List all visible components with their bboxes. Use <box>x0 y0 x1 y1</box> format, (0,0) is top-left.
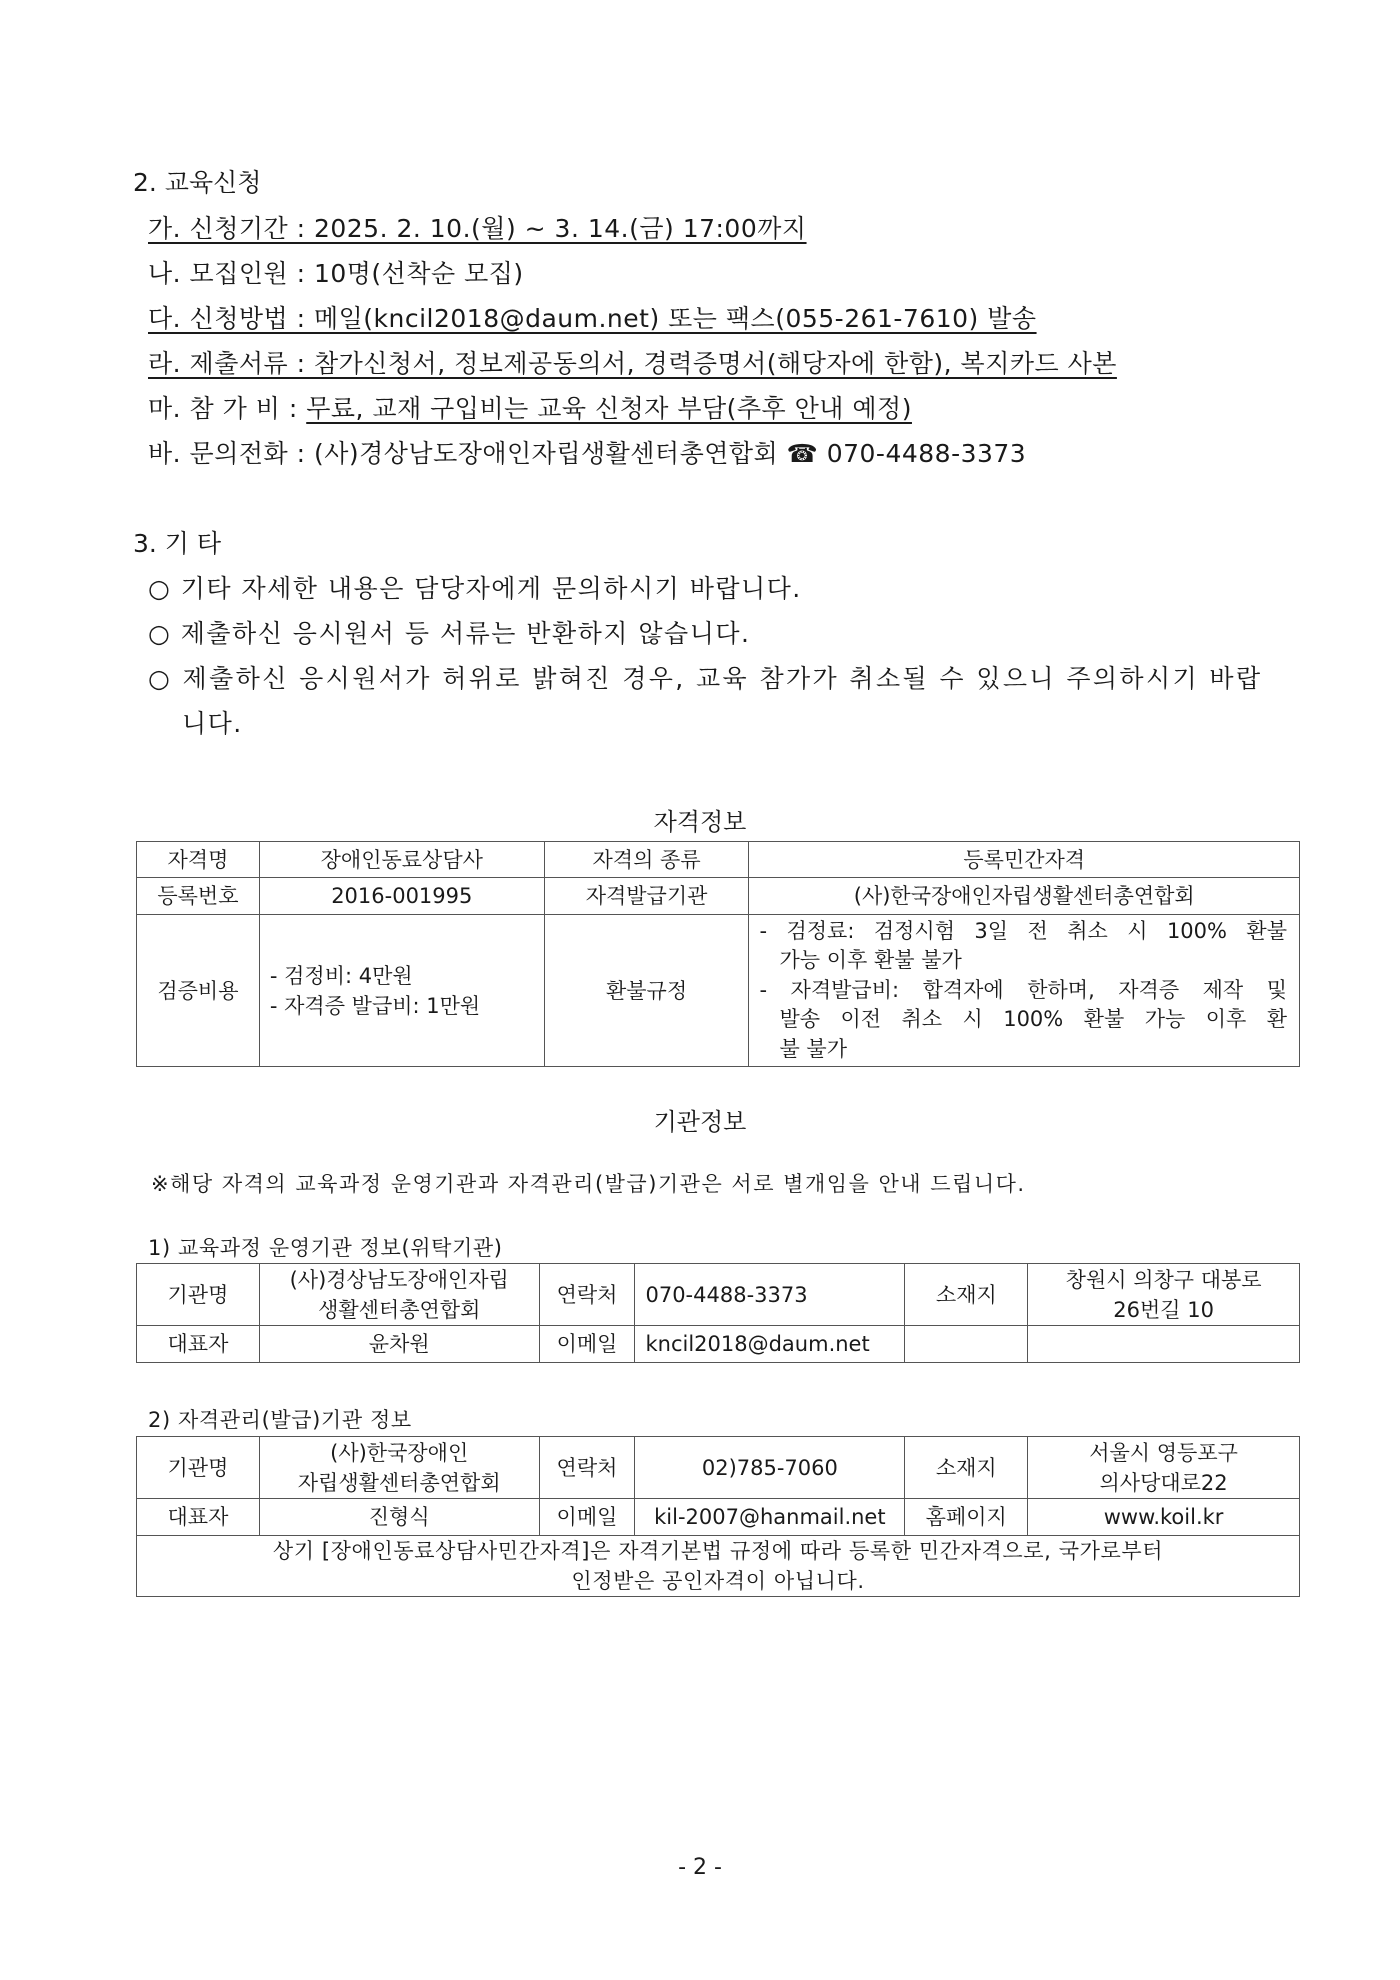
recruit-count: 나. 모집인원 : 10명(선착순 모집) <box>148 259 524 288</box>
table-row <box>137 1326 1300 1363</box>
exam-fee: - 검정비: 4만원 <box>269 963 413 988</box>
representative: 윤차원 <box>259 1326 539 1363</box>
table-row <box>137 1499 1300 1536</box>
agency-name-line: (사)경상남도장애인자립 <box>289 1267 509 1292</box>
location-line: 서울시 영등포구 <box>1089 1440 1238 1465</box>
issuing-agency-label: 자격발급기관 <box>544 878 749 915</box>
refund-line: 가능 이후 환불 불가 <box>779 948 962 973</box>
private-qualification-notice <box>137 1536 1300 1597</box>
inquiry-phone: 바. 문의전화 : (사)경상남도장애인자립생활센터총연합회 ☎ 070-4488-3373 <box>148 439 1027 468</box>
registration-number: 2016-001995 <box>259 878 544 915</box>
agency-name-line: 자립생활센터총연합회 <box>297 1470 501 1495</box>
email-label: 이메일 <box>539 1326 635 1363</box>
issuing-agency-table <box>136 1436 1300 1597</box>
refund-line: 불 불가 <box>779 1036 848 1061</box>
qualification-table <box>136 841 1300 1067</box>
certificate-fee: - 자격증 발급비: 1만원 <box>269 993 481 1018</box>
qualification-name: 장애인동료상담사 <box>259 842 544 878</box>
apply-method: 다. 신청방법 : 메일(kncil2018@daum.net) 또는 팩스(055-261-7610) 발송 <box>148 304 1037 333</box>
refund-line: 발송 이전 취소 시 100% 환불 가능 이후 환 <box>779 1007 1287 1032</box>
table-row <box>137 842 1300 878</box>
table-row <box>137 1264 1300 1326</box>
agency-name-label: 기관명 <box>137 1437 260 1499</box>
agency-name <box>259 1264 539 1326</box>
refund-line: - 자격발급비: 합격자에 한하며, 자격증 제작 및 <box>759 977 1287 1002</box>
agency-name-label: 기관명 <box>137 1264 260 1326</box>
organization-note: ※해당 자격의 교육과정 운영기관과 자격관리(발급)기관은 서로 별개임을 안내 드립니다. <box>151 1172 1026 1196</box>
organization-caption: 기관정보 <box>653 1108 747 1136</box>
notice-bullet-2: ○ 제출하신 응시원서 등 서류는 반환하지 않습니다. <box>148 619 751 648</box>
operating-agency-title: 1) 교육과정 운영기관 정보(위탁기관) <box>148 1236 503 1260</box>
location-line: 의사당대로22 <box>1099 1470 1228 1495</box>
participation-fee-label: 마. 참 가 비 : <box>148 394 307 423</box>
refund-line: - 검정료: 검정시험 3일 전 취소 시 100% 환불 <box>759 918 1287 943</box>
empty-cell <box>1028 1326 1300 1363</box>
qualification-caption: 자격정보 <box>653 808 747 836</box>
notice-bullet-3: ○ 제출하신 응시원서가 허위로 밝혀진 경우, 교육 참가가 취소될 수 있으니 주의하시기 바랍 <box>148 664 1263 693</box>
contact-label: 연락처 <box>539 1437 635 1499</box>
issuing-agency-title: 2) 자격관리(발급)기관 정보 <box>148 1408 412 1432</box>
issuing-agency: (사)한국장애인자립생활센터총연합회 <box>749 878 1300 915</box>
verification-cost <box>259 915 544 1067</box>
required-documents: 라. 제출서류 : 참가신청서, 정보제공동의서, 경력증명서(해당자에 한함), 복지카드 사본 <box>148 349 1117 378</box>
representative-label: 대표자 <box>137 1499 260 1536</box>
contact-label: 연락처 <box>539 1264 635 1326</box>
qualification-type: 등록민간자격 <box>749 842 1300 878</box>
contact-value: 070-4488-3373 <box>635 1264 905 1326</box>
notice-line: 상기 [장애인동료상담사민간자격]은 자격기본법 규정에 따라 등록한 민간자격으로, 국가로부터 <box>272 1539 1164 1563</box>
qualification-name-label: 자격명 <box>137 842 260 878</box>
qualification-type-label: 자격의 종류 <box>544 842 749 878</box>
agency-name-line: (사)한국장애인 <box>330 1440 469 1465</box>
apply-period: 가. 신청기간 : 2025. 2. 10.(월) ~ 3. 14.(금) 17:00까지 <box>148 214 807 243</box>
location-line: 26번길 10 <box>1113 1297 1214 1322</box>
representative-label: 대표자 <box>137 1326 260 1363</box>
table-row <box>137 1437 1300 1499</box>
notice-line: 인정받은 공인자격이 아닙니다. <box>571 1569 865 1593</box>
section-3-title: 3. 기 타 <box>133 529 222 558</box>
contact-value: 02)785-7060 <box>635 1437 905 1499</box>
operating-agency-table <box>136 1263 1300 1363</box>
notice-bullet-1: ○ 기타 자세한 내용은 담당자에게 문의하시기 바랍니다. <box>148 574 802 603</box>
refund-policy <box>749 915 1300 1067</box>
homepage-label: 홈페이지 <box>905 1499 1028 1536</box>
location-label: 소재지 <box>905 1437 1028 1499</box>
location <box>1028 1437 1300 1499</box>
participation-fee-value: 무료, 교재 구입비는 교육 신청자 부담(추후 안내 예정) <box>306 394 912 423</box>
table-row <box>137 1536 1300 1597</box>
agency-name-line: 생활센터총연합회 <box>318 1297 481 1322</box>
homepage-value: www.koil.kr <box>1028 1499 1300 1536</box>
registration-number-label: 등록번호 <box>137 878 260 915</box>
location-line: 창원시 의창구 대봉로 <box>1065 1267 1262 1292</box>
verification-cost-label: 검증비용 <box>137 915 260 1067</box>
table-row <box>137 915 1300 1067</box>
notice-bullet-3-continued: 니다. <box>182 709 243 738</box>
participation-fee <box>148 389 912 425</box>
email-value: kncil2018@daum.net <box>635 1326 905 1363</box>
representative: 진형식 <box>259 1499 539 1536</box>
table-row <box>137 878 1300 915</box>
email-value: kil-2007@hanmail.net <box>635 1499 905 1536</box>
page-number: - 2 - <box>678 1855 722 1880</box>
location-label: 소재지 <box>905 1264 1028 1326</box>
location <box>1028 1264 1300 1326</box>
refund-policy-label: 환불규정 <box>544 915 749 1067</box>
email-label: 이메일 <box>539 1499 635 1536</box>
section-2-title: 2. 교육신청 <box>133 168 262 197</box>
empty-cell <box>905 1326 1028 1363</box>
agency-name <box>259 1437 539 1499</box>
